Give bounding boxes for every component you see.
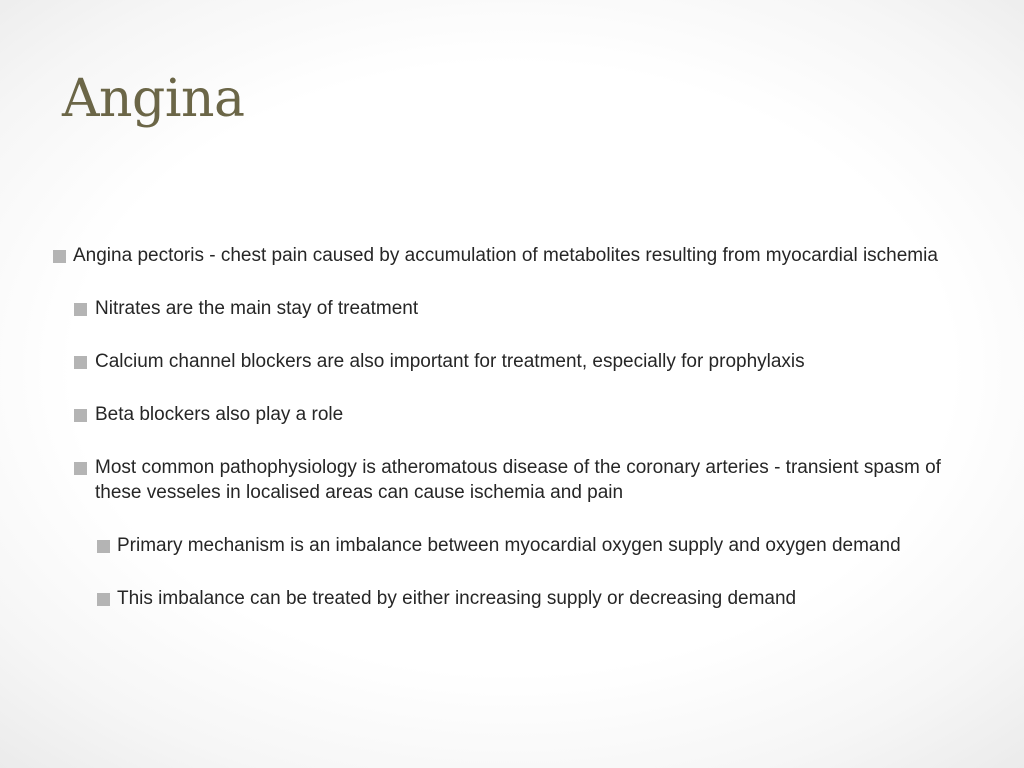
bullet-text: Most common pathophysiology is atheromatous disease of the coronary arteries - transient spasm of these vesseles in localised areas can cause ischemia and pain <box>95 457 941 503</box>
bullet-text: Beta blockers also play a role <box>95 404 344 425</box>
square-bullet-icon <box>74 303 87 316</box>
bullet-list <box>52 243 972 639</box>
square-bullet-icon <box>74 462 87 475</box>
square-bullet-icon <box>97 593 110 606</box>
bullet-item <box>52 296 972 321</box>
bullet-text: Primary mechanism is an imbalance between myocardial oxygen supply and oxygen demand <box>117 535 901 556</box>
slide-title: Angina <box>62 69 245 129</box>
bullet-item <box>52 402 972 427</box>
bullet-text: Calcium channel blockers are also important for treatment, especially for prophylaxis <box>95 351 805 372</box>
bullet-text: Nitrates are the main stay of treatment <box>95 298 419 319</box>
bullet-item <box>52 243 972 268</box>
bullet-text: Angina pectoris - chest pain caused by accumulation of metabolites resulting from myocardial ischemia <box>73 245 938 266</box>
square-bullet-icon <box>97 540 110 553</box>
square-bullet-icon <box>53 250 66 263</box>
bullet-item <box>52 349 972 374</box>
square-bullet-icon <box>74 356 87 369</box>
square-bullet-icon <box>74 409 87 422</box>
bullet-text: This imbalance can be treated by either increasing supply or decreasing demand <box>117 588 797 609</box>
bullet-item <box>52 455 972 505</box>
bullet-item <box>52 586 972 611</box>
bullet-item <box>52 533 972 558</box>
